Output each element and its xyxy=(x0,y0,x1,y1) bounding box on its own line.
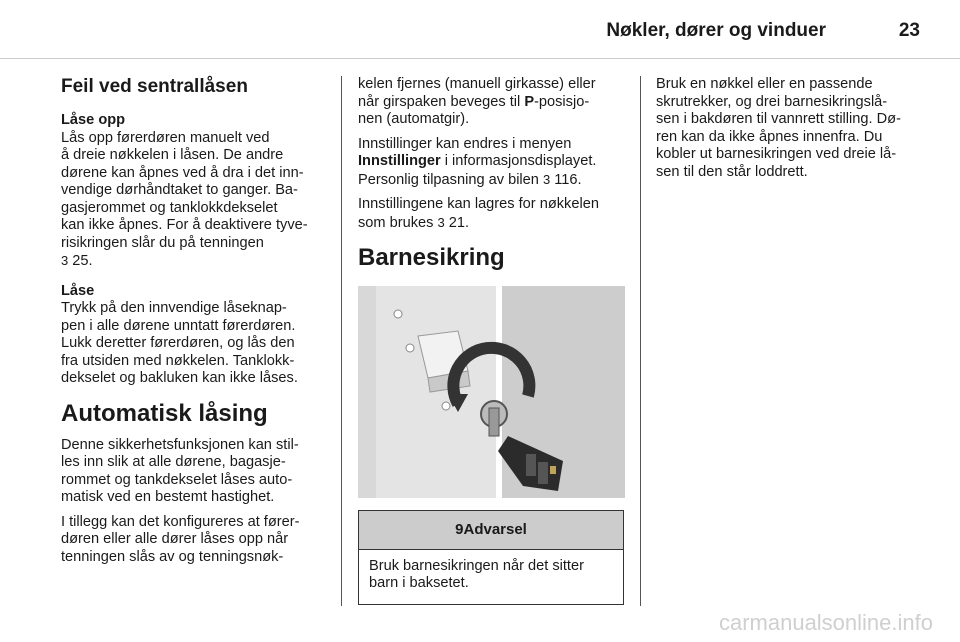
text-line: døren eller alle dører låses opp når xyxy=(61,531,289,547)
column-divider xyxy=(341,76,342,606)
text-line xyxy=(358,153,625,171)
reference-arrow-icon: 3 xyxy=(61,253,69,268)
text-line: dekselet og bakluken kan ikke låses. xyxy=(61,370,298,386)
text-span: som brukes xyxy=(358,214,438,231)
settings-menu-name: Innstillinger xyxy=(358,153,441,169)
text-line: skrutrekker, og drei barnesikringslå- xyxy=(656,93,888,110)
unlock-paragraph xyxy=(61,130,326,271)
column-2 xyxy=(358,76,625,605)
page-reference[interactable] xyxy=(543,172,582,188)
child-lock-illustration xyxy=(358,286,625,498)
text-line: nen (automatgir). xyxy=(358,111,470,127)
text-line: barn i baksetet. xyxy=(369,575,469,591)
text-line: Denne sikkerhetsfunksjonen kan stil- xyxy=(61,436,299,453)
text-line: Bruk en nøkkel eller en passende xyxy=(656,76,873,92)
text-line: rommet og tankdekselet låses auto- xyxy=(61,471,293,488)
subheading-lock: Låse xyxy=(61,282,95,299)
auto-lock-paragraph-1 xyxy=(61,437,326,507)
text-line: kan ikke åpnes. For å deaktivere tyve- xyxy=(61,217,308,233)
section-heading-central-lock-failure: Feil ved sentrallåsen xyxy=(61,76,248,97)
reference-page: 25. xyxy=(72,253,93,269)
text-line: I tillegg kan det konfigureres at fører- xyxy=(61,513,300,530)
text-line: les inn slik at alle dørene, bagasje- xyxy=(61,454,286,470)
page-header-title: Nøkler, dører og vinduer xyxy=(606,20,826,41)
column-divider xyxy=(640,76,641,606)
lock-paragraph xyxy=(61,300,326,388)
text-line: gasjerommet og tanklokkdekselet xyxy=(61,199,278,216)
text-line: Lukk deretter førerdøren, og lås den xyxy=(61,335,295,351)
paragraph-settings xyxy=(358,136,625,190)
paragraph-gear xyxy=(358,76,625,129)
text-line: sen til den står loddrett. xyxy=(656,163,808,180)
column-3 xyxy=(656,76,924,181)
paragraph-key-settings xyxy=(358,196,625,232)
text-span: -posisjo- xyxy=(534,93,590,110)
text-line: Innstillingene kan lagres for nøkkelen xyxy=(358,196,599,212)
reference-page: 21. xyxy=(448,214,470,231)
warning-body xyxy=(359,550,623,604)
page-reference[interactable] xyxy=(437,215,469,231)
reference-arrow-icon: 3 xyxy=(437,214,445,230)
section-heading-child-lock: Barnesikring xyxy=(358,244,505,271)
text-line: risikringen slår du på tenningen xyxy=(61,234,264,251)
text-line: Trykk på den innvendige låseknap- xyxy=(61,300,287,316)
text-line: pen i alle dørene unntatt førerdøren. xyxy=(61,317,296,334)
page-number: 23 xyxy=(898,20,920,41)
section-heading-automatic-locking: Automatisk låsing xyxy=(61,399,268,427)
text-span: i informasjonsdisplayet. xyxy=(440,153,597,169)
text-line: Lås opp førerdøren manuelt ved xyxy=(61,129,270,146)
column-1 xyxy=(61,76,326,566)
text-line: tenningen slås av og tenningsnøk- xyxy=(61,548,284,565)
text-line: vendige dørhåndtaket to ganger. Ba- xyxy=(61,182,298,198)
warning-box xyxy=(358,510,624,605)
page-reference[interactable] xyxy=(61,252,326,271)
auto-lock-paragraph-2 xyxy=(61,514,326,567)
text-line xyxy=(358,94,625,112)
text-line: sen i bakdøren til vannrett stilling. Dø- xyxy=(656,111,901,127)
subheading-unlock: Låse opp xyxy=(61,112,126,128)
text-span: Personlig tilpasning av bilen xyxy=(358,171,543,188)
text-line: dørene kan åpnes ved å dra i det inn- xyxy=(61,164,304,181)
gear-position-p: P xyxy=(524,93,535,110)
text-line: å dreie nøkkelen i låsen. De andre xyxy=(61,147,284,163)
reference-arrow-icon: 3 xyxy=(542,171,551,187)
text-span: når girspaken beveges til xyxy=(358,93,525,110)
reference-page: 116. xyxy=(554,171,582,188)
text-line: Innstillinger kan endres i menyen xyxy=(358,135,572,152)
door-key-illustration xyxy=(358,286,625,498)
text-line: ren kan da ikke åpnes innenfra. Du xyxy=(656,128,883,145)
text-line: matisk ved en bestemt hastighet. xyxy=(61,489,275,505)
text-line xyxy=(358,171,625,190)
text-line xyxy=(358,214,625,233)
text-line: fra utsiden med nøkkelen. Tanklokk- xyxy=(61,352,295,369)
warning-icon: 9 xyxy=(455,521,464,538)
text-line: Bruk barnesikringen når det sitter xyxy=(369,557,584,574)
warning-title: Advarsel xyxy=(463,521,527,538)
watermark: carmanualsonline.info xyxy=(718,610,933,635)
warning-header xyxy=(359,511,623,550)
text-line: kelen fjernes (manuell girkasse) eller xyxy=(358,76,596,92)
text-line: kobler ut barnesikringen ved dreie lå- xyxy=(656,146,897,162)
header-rule xyxy=(0,58,960,59)
